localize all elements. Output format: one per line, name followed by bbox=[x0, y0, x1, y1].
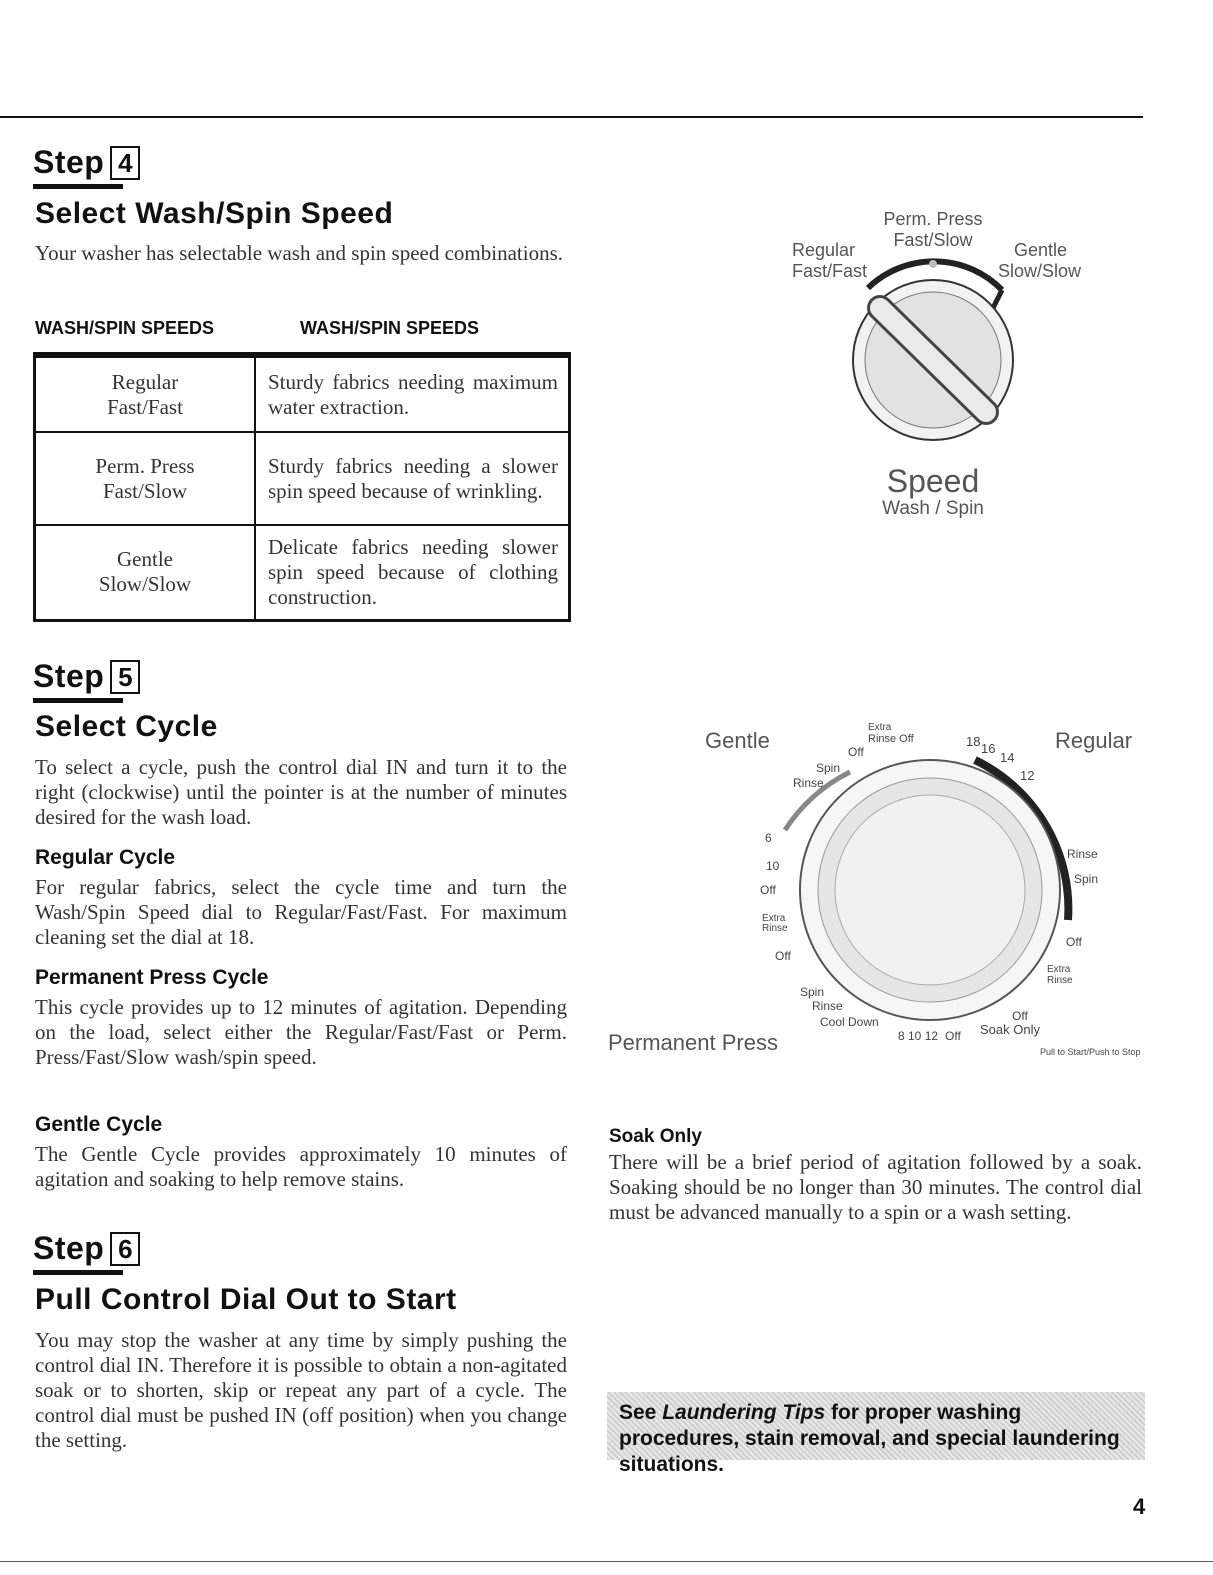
perm-press-cycle-heading: Permanent Press Cycle bbox=[35, 966, 269, 989]
spin-right-label: Spin bbox=[1074, 872, 1099, 886]
gentle-dial-label: Gentle bbox=[705, 728, 770, 753]
setting-cell bbox=[35, 432, 256, 525]
table-header-right: WASH/SPIN SPEEDS bbox=[300, 318, 480, 338]
spin-lower-label: Spin bbox=[800, 985, 825, 999]
step-4-heading bbox=[33, 144, 140, 181]
rinse-lower-label: Rinse bbox=[812, 999, 843, 1013]
setting-line-2: Slow/Slow bbox=[98, 572, 192, 597]
wash-spin-speed-table bbox=[33, 352, 571, 622]
bottom-rule bbox=[0, 1561, 1213, 1562]
setting-cell bbox=[35, 525, 256, 620]
speed-marker bbox=[929, 260, 937, 268]
table-header-left: WASH/SPIN SPEEDS bbox=[35, 318, 215, 338]
perm-press-cycle-text: This cycle provides up to 12 minutes of agitation. Depending on the load, select either the Regular/Fast/Fast or Perm. Press/Fast/Slow wash/spin speed. bbox=[35, 995, 567, 1069]
step-label: Step bbox=[33, 658, 105, 694]
step-number-box: 5 bbox=[110, 660, 140, 694]
gentle-speed: Slow/Slow bbox=[998, 261, 1082, 281]
section-title-wash-spin: Select Wash/Spin Speed bbox=[35, 197, 394, 230]
cool-down-label: Cool Down bbox=[820, 1015, 879, 1029]
soak-only-heading: Soak Only bbox=[609, 1126, 702, 1147]
setting-line-2: Fast/Fast bbox=[107, 394, 183, 419]
setting-line-1: Gentle bbox=[117, 547, 173, 572]
speed-caption: Speed bbox=[886, 463, 980, 499]
select-cycle-intro: To select a cycle, push the control dial IN and turn it to the right (clockwise) until the pointer is at the number of minutes desired for the wash load. bbox=[35, 755, 567, 829]
top-rule bbox=[0, 116, 1143, 118]
perm-press-speed: Fast/Slow bbox=[893, 230, 973, 250]
section-title-select-cycle: Select Cycle bbox=[35, 710, 218, 743]
page-number: 4 bbox=[1133, 1494, 1146, 1519]
off-right-label: Off bbox=[1066, 935, 1082, 949]
off-label: Off bbox=[848, 745, 864, 759]
step-underline bbox=[33, 1270, 123, 1275]
off-soak-label: Off bbox=[1012, 1009, 1028, 1023]
gentle-cycle-heading: Gentle Cycle bbox=[35, 1113, 163, 1136]
wash-spin-intro: Your washer has selectable wash and spin speed combinations. bbox=[35, 241, 564, 265]
step-number-box: 4 bbox=[110, 146, 140, 180]
speed-sub-caption: Wash / Spin bbox=[882, 498, 984, 519]
setting-cell bbox=[35, 355, 256, 432]
step-label: Step bbox=[33, 144, 105, 180]
callout-emphasis: Laundering Tips bbox=[662, 1401, 826, 1424]
off-lower-left-label: Off bbox=[775, 949, 791, 963]
minutes-6: 6 bbox=[765, 831, 772, 845]
cycle-dial-figure bbox=[600, 690, 1160, 1070]
extra-label: Extra bbox=[868, 722, 892, 733]
minutes-14: 14 bbox=[1000, 750, 1015, 765]
permanent-press-dial-label: Permanent Press bbox=[608, 1030, 778, 1055]
table-row bbox=[35, 525, 570, 620]
pull-to-start-note: Pull to Start/Push to Stop bbox=[1040, 1047, 1141, 1057]
regular-cycle-text: For regular fabrics, select the cycle time and turn the Wash/Spin Speed dial to Regular/Fast/Fast. For maximum cleaning set the dial at 18. bbox=[35, 875, 567, 949]
spin-label: Spin bbox=[816, 761, 841, 775]
minutes-10: 10 bbox=[766, 859, 780, 873]
gentle-label: Gentle bbox=[1014, 240, 1068, 260]
description-cell: Sturdy fabrics needing a slower spin speed because of wrinkling. bbox=[255, 432, 570, 525]
minutes-16: 16 bbox=[981, 741, 996, 756]
minutes-18: 18 bbox=[966, 734, 981, 749]
table-row bbox=[35, 355, 570, 432]
cycle-knob-face bbox=[835, 795, 1025, 985]
speed-dial-figure bbox=[780, 200, 1110, 530]
laundering-tips-callout bbox=[607, 1392, 1145, 1476]
regular-speed: Fast/Fast bbox=[792, 261, 868, 281]
step-number-box: 6 bbox=[110, 1232, 140, 1266]
setting-line-2: Fast/Slow bbox=[102, 478, 188, 503]
gentle-cycle-text: The Gentle Cycle provides approximately 10 minutes of agitation and soaking to help remove stains. bbox=[35, 1142, 567, 1191]
section-title-pull-dial: Pull Control Dial Out to Start bbox=[35, 1283, 457, 1316]
rinse-right-label: Rinse bbox=[1067, 847, 1098, 861]
soak-only-text: There will be a brief period of agitation followed by a soak. Soaking should be no longer than 30 minutes. The control dial must be advanced manually to a spin or a wash setting. bbox=[609, 1150, 1142, 1224]
rinse-right-lower-label: Rinse bbox=[1047, 975, 1073, 986]
description-cell: Delicate fabrics needing slower spin speed because of clothing construction. bbox=[255, 525, 570, 620]
perm-press-label: Perm. Press bbox=[883, 209, 983, 229]
soak-only-dial-label: Soak Only bbox=[980, 1022, 1040, 1037]
off-bottom-label: Off bbox=[945, 1029, 961, 1043]
setting-line-1: Regular bbox=[111, 369, 179, 394]
off-left-label: Off bbox=[760, 883, 776, 897]
bottom-minutes-label: 8 10 12 bbox=[898, 1029, 939, 1043]
step-6-heading bbox=[33, 1230, 140, 1267]
rinse-left-label: Rinse bbox=[762, 923, 788, 934]
callout-prefix: See bbox=[619, 1401, 663, 1424]
rinse-label: Rinse bbox=[793, 776, 824, 790]
minutes-12: 12 bbox=[1020, 768, 1035, 783]
pull-dial-text: You may stop the washer at any time by simply pushing the control dial IN. Therefore it is possible to obtain a non-agitated soak or to shorten, skip or repeat any part of a cycle. The control dial must be pushed IN (off position) when you change the setting. bbox=[35, 1328, 567, 1452]
step-underline bbox=[33, 184, 123, 189]
rinse-off-top-label: Rinse Off bbox=[868, 733, 914, 745]
table-row bbox=[35, 432, 570, 525]
description-cell: Sturdy fabrics needing maximum water extraction. bbox=[255, 355, 570, 432]
regular-cycle-heading: Regular Cycle bbox=[35, 846, 176, 869]
step-5-heading bbox=[33, 658, 140, 695]
step-label: Step bbox=[33, 1230, 105, 1266]
extra-right-label: Extra bbox=[1047, 964, 1071, 975]
setting-line-1: Perm. Press bbox=[95, 453, 195, 478]
callout-suffix: for proper washing procedures, stain removal, and special laundering situations. bbox=[619, 1401, 1120, 1476]
extra-left-label: Extra bbox=[762, 913, 786, 924]
step-underline bbox=[33, 698, 123, 703]
regular-label: Regular bbox=[792, 240, 856, 260]
regular-dial-label: Regular bbox=[1055, 728, 1133, 753]
